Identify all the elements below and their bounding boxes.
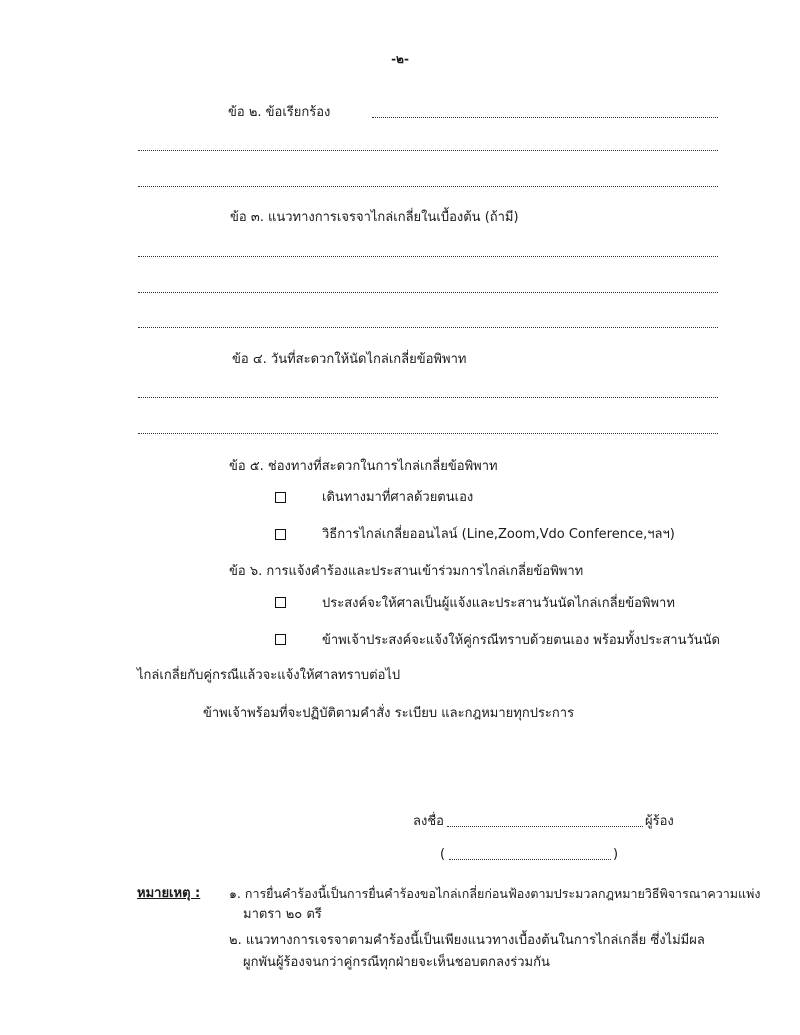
section-4-answer-line[interactable] <box>138 397 718 398</box>
section-3-label: ข้อ ๓. แนวทางการเจรจาไกล่เกลี่ยในเบื้องต้น (ถ้ามี) <box>230 210 519 225</box>
notes-heading: หมายเหตุ : <box>137 886 201 901</box>
section-3-answer-line[interactable] <box>138 327 718 328</box>
note-2-line-1: ๒. แนวทางการเจรจาตามคำร้องนี้เป็นเพียงแนวทางเบื้องต้นในการไกล่เกลี่ย ซึ่งไม่มีผล <box>229 933 705 948</box>
page-number: -๒- <box>391 52 409 66</box>
option-online-label: วิธีการไกล่เกลี่ยออนไลน์ (Line,Zoom,Vdo Conference,ฯลฯ) <box>322 527 675 542</box>
section-2-label: ข้อ ๒. ข้อเรียกร้อง <box>228 105 331 120</box>
printed-name-line[interactable] <box>449 859 611 860</box>
name-open-paren: ( <box>440 847 446 862</box>
checkbox-in-person[interactable] <box>275 492 286 503</box>
section-6-label: ข้อ ๖. การแจ้งคำร้องและประสานเข้าร่วมการไกล่เกลี่ยข้อพิพาท <box>229 564 584 579</box>
section-3-answer-line[interactable] <box>138 292 718 293</box>
option-in-person-label: เดินทางมาที่ศาลด้วยตนเอง <box>322 490 474 505</box>
checkbox-self-notify[interactable] <box>275 634 286 645</box>
signature-line[interactable] <box>447 826 643 827</box>
checkbox-online[interactable] <box>275 529 286 540</box>
section-3-answer-line[interactable] <box>138 256 718 257</box>
section-5-label: ข้อ ๕. ช่องทางที่สะดวกในการไกล่เกลี่ยข้อพิพาท <box>229 459 498 474</box>
section-2-answer-line[interactable] <box>138 186 718 187</box>
declaration-text: ข้าพเจ้าพร้อมที่จะปฏิบัติตามคำสั่ง ระเบียบ และกฎหมายทุกประการ <box>203 706 575 721</box>
note-2-line-2: ผูกพันผู้ร้องจนกว่าคู่กรณีทุกฝ่ายจะเห็นชอบตกลงร่วมกัน <box>243 955 550 970</box>
section-4-label: ข้อ ๔. วันที่สะดวกให้นัดไกล่เกลี่ยข้อพิพาท <box>232 352 467 367</box>
note-1-line-1: ๑. การยื่นคำร้องนี้เป็นการยื่นคำร้องขอไกล่เกลี่ยก่อนฟ้องตามประมวลกฎหมายวิธีพิจารณาความแพ่ง <box>229 886 761 901</box>
section-2-answer-line[interactable] <box>372 117 718 118</box>
checkbox-court-notify[interactable] <box>275 597 286 608</box>
name-close-paren: ) <box>613 847 619 862</box>
note-1-line-2: มาตรา ๒๐ ตรี <box>243 907 322 922</box>
petitioner-label: ผู้ร้อง <box>645 814 674 829</box>
section-4-answer-line[interactable] <box>138 433 718 434</box>
section-2-answer-line[interactable] <box>138 150 718 151</box>
option-self-notify-label: ข้าพเจ้าประสงค์จะแจ้งให้คู่กรณีทราบด้วยตนเอง พร้อมทั้งประสานวันนัด <box>322 633 721 648</box>
signature-label: ลงชื่อ <box>413 814 444 829</box>
option-court-notify-label: ประสงค์จะให้ศาลเป็นผู้แจ้งและประสานวันนัดไกล่เกลี่ยข้อพิพาท <box>322 596 675 611</box>
section-6-continuation: ไกล่เกลี่ยกับคู่กรณีแล้วจะแจ้งให้ศาลทราบต่อไป <box>137 668 401 683</box>
